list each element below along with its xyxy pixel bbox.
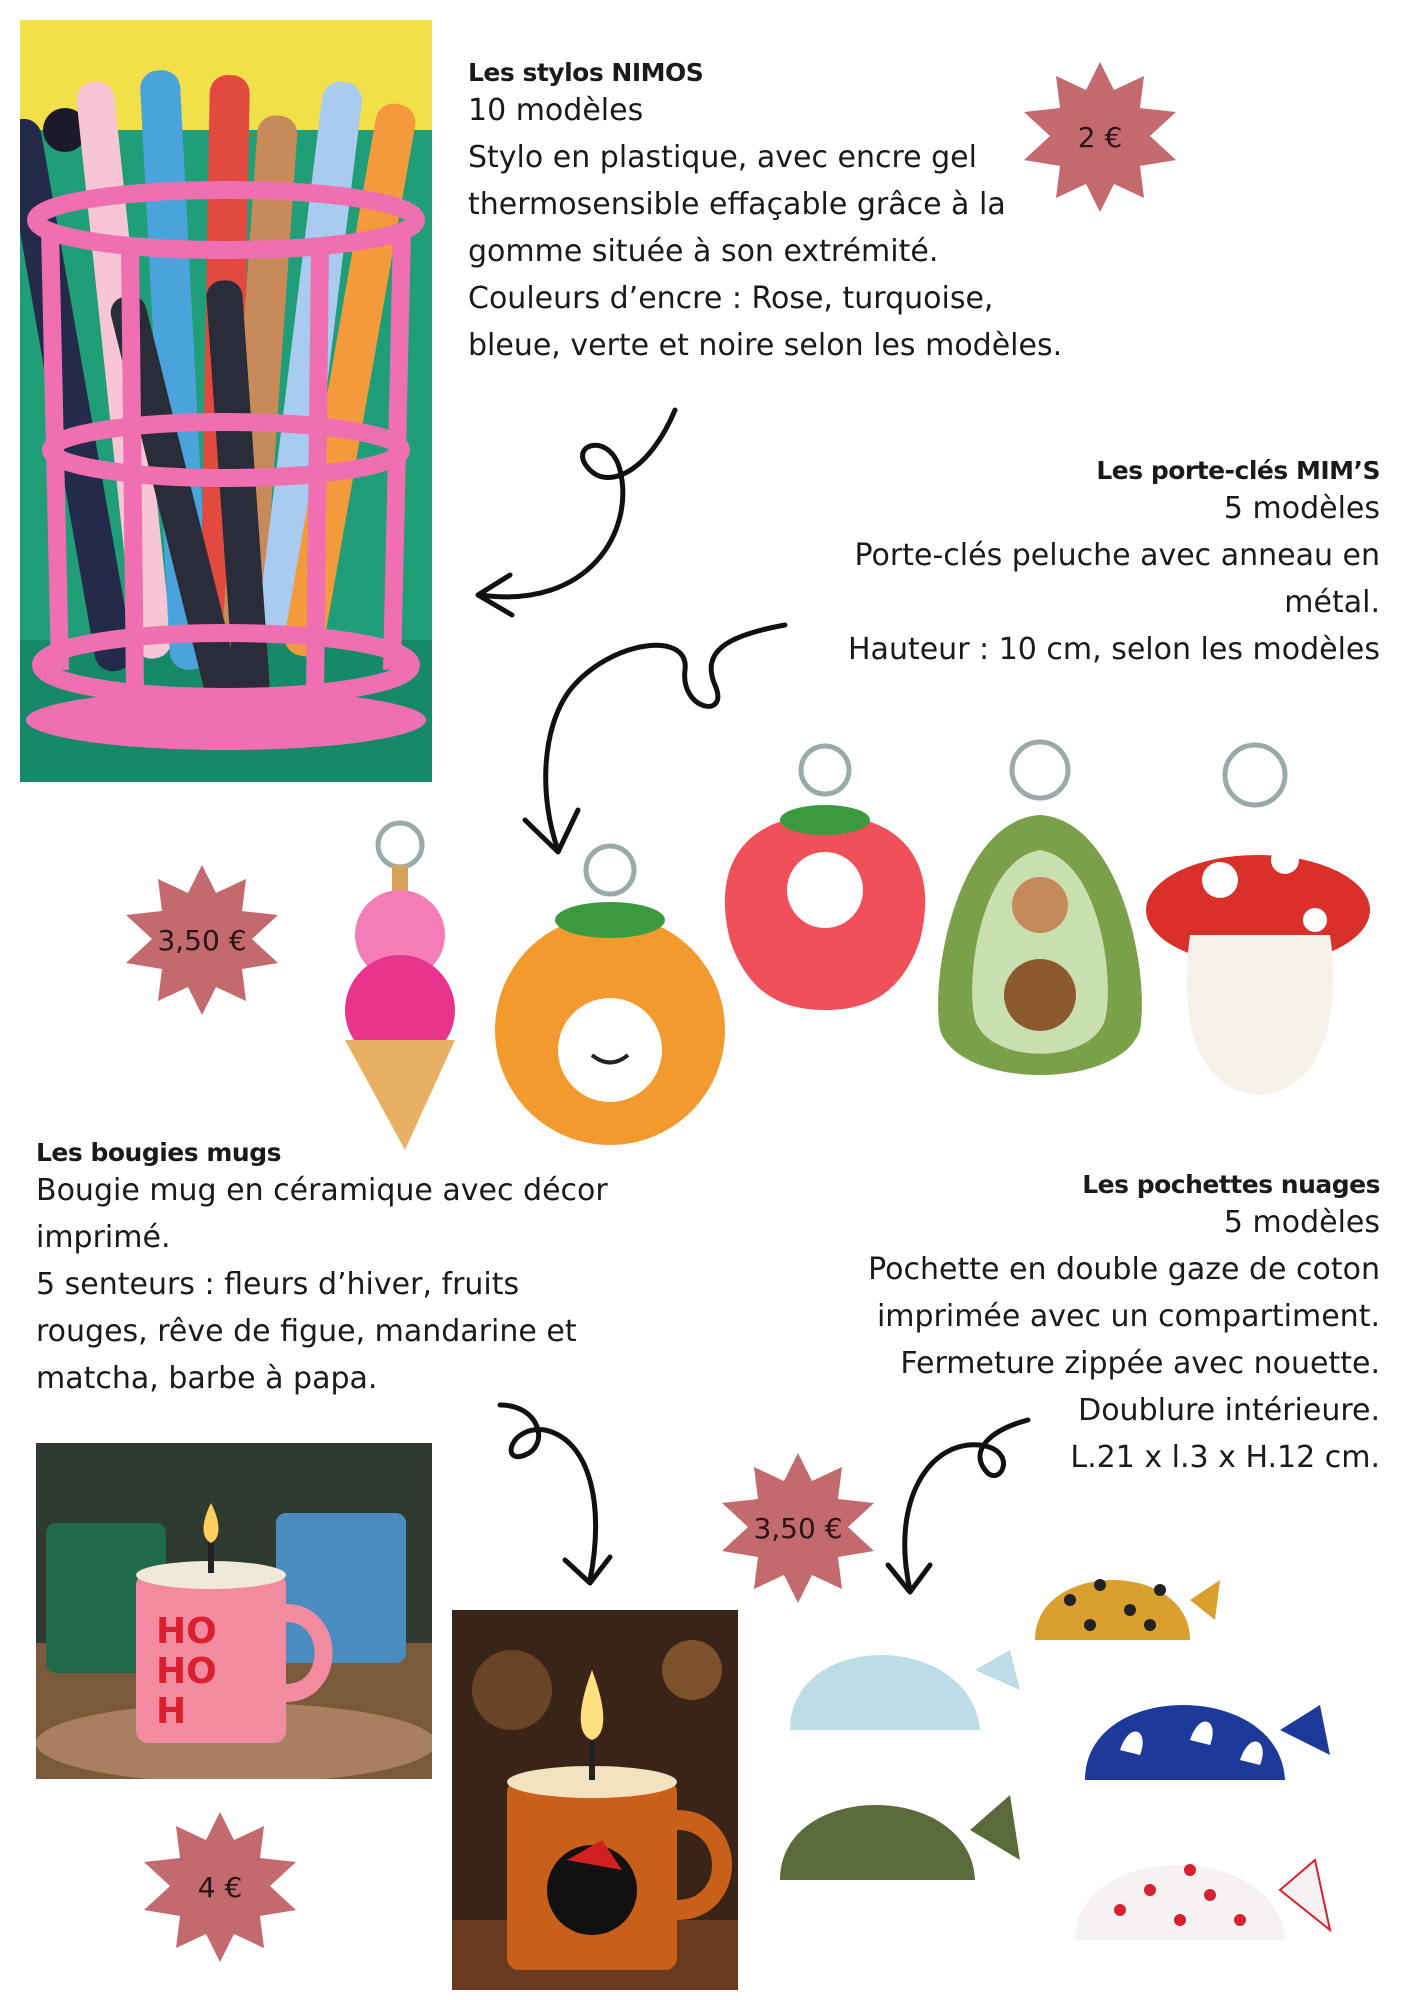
leopard-pouch	[1035, 1579, 1220, 1640]
bougies-title: Les bougies mugs	[36, 1138, 281, 1167]
stylos-title: Les stylos NIMOS	[468, 58, 704, 87]
pouches-photo	[770, 1530, 1400, 2000]
porte-cles-price: 3,50 €	[157, 923, 247, 957]
avocado-keychain	[938, 742, 1142, 1075]
pochettes-title: Les pochettes nuages	[1082, 1170, 1380, 1199]
pochettes-price: 3,50 €	[753, 1511, 843, 1545]
pochettes-line: Fermeture zippée avec nouette.	[900, 1346, 1380, 1381]
porte-cles-line: 5 modèles	[1223, 491, 1380, 526]
ice-cream-keychain	[345, 823, 455, 1150]
porte-cles-price-badge	[122, 865, 282, 1015]
stylos-line: gomme située à son extrémité.	[468, 234, 939, 269]
stylos-text-block	[468, 58, 1088, 369]
mug-candle-photo-2	[452, 1610, 738, 1990]
pens-photo	[20, 20, 432, 782]
stylos-line: Stylo en plastique, avec encre gel	[468, 140, 977, 175]
pochettes-line: Pochette en double gaze de coton	[868, 1252, 1380, 1287]
pochettes-line: 5 modèles	[1223, 1205, 1380, 1240]
bougies-price: 4 €	[197, 1870, 243, 1904]
bougies-line: Bougie mug en céramique avec décor	[36, 1173, 608, 1208]
pochettes-line: Doublure intérieure.	[1078, 1393, 1380, 1428]
mug-ho-text: HO	[156, 1611, 217, 1652]
mug-candle-photo-1	[36, 1443, 432, 1779]
bougies-text-block	[36, 1138, 656, 1402]
stylos-price: 2 €	[1077, 120, 1123, 154]
navy-pouch	[1085, 1705, 1330, 1780]
pochettes-text-block	[760, 1170, 1380, 1481]
bougies-price-badge	[140, 1812, 300, 1962]
porte-cles-line: Hauteur : 10 cm, selon les modèles	[848, 632, 1380, 667]
stylos-price-badge	[1020, 62, 1180, 212]
mushroom-keychain	[1146, 745, 1370, 1095]
bougies-line: rouges, rêve de figue, mandarine et	[36, 1314, 577, 1349]
stylos-line: 10 modèles	[468, 93, 644, 128]
bougies-line: matcha, barbe à papa.	[36, 1361, 378, 1396]
porte-cles-text-block	[760, 456, 1380, 673]
strawberry-keychain	[725, 746, 925, 1010]
stylos-line: bleue, verte et noire selon les modèles.	[468, 328, 1063, 363]
hearts-pouch	[1075, 1860, 1330, 1940]
orange-keychain	[495, 846, 725, 1145]
porte-cles-line: métal.	[1284, 585, 1380, 620]
curly-arrow-icon	[490, 1395, 640, 1595]
stylos-line: Couleurs d’encre : Rose, turquoise,	[468, 281, 994, 316]
light-blue-pouch	[790, 1650, 1020, 1730]
pochettes-line: imprimée avec un compartiment.	[876, 1299, 1380, 1334]
stylos-line: thermosensible effaçable grâce à la	[468, 187, 1006, 222]
mug-ho-text: HO	[156, 1651, 217, 1692]
porte-cles-title: Les porte-clés MIM’S	[1096, 456, 1380, 485]
bougies-line: imprimé.	[36, 1220, 171, 1255]
porte-cles-line: Porte-clés peluche avec anneau en	[854, 538, 1380, 573]
mug-ho-text: H	[156, 1691, 187, 1732]
olive-pouch	[780, 1795, 1020, 1880]
pochettes-line: L.21 x l.3 x H.12 cm.	[1070, 1440, 1380, 1475]
bougies-line: 5 senteurs : fleurs d’hiver, fruits	[36, 1267, 520, 1302]
keychains-photo	[300, 720, 1400, 1160]
